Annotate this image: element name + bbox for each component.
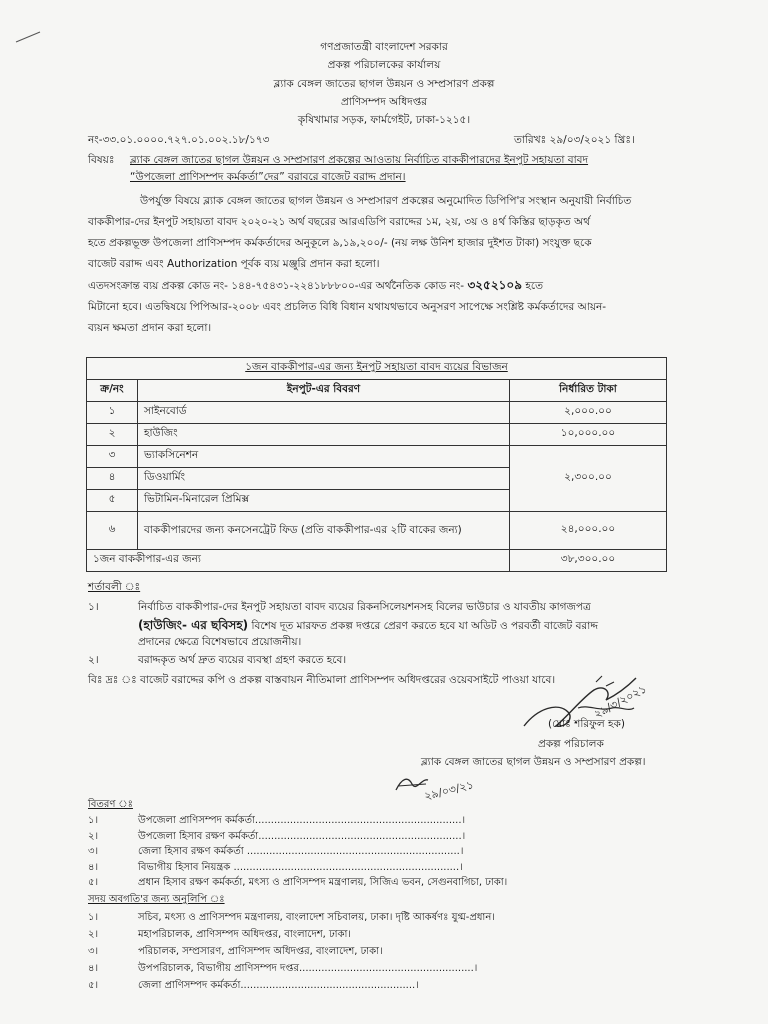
table-row (87, 402, 667, 424)
paragraph-1-line: বাককীপার-দের ইনপুট সহায়তা বাবদ ২০২০-২১ অর্থ বছরের আরএডিপি বরাদ্দের ১ম, ২য়, ৩য় ও ৪র্থ কিস্তির ছাড়কৃত অর্থ (88, 216, 591, 228)
item-text: জেলা হিসাব রক্ষণ কর্মকর্তা ...................................................................। (138, 846, 464, 857)
note-label: বিঃ দ্রঃ ঃ (88, 674, 137, 686)
item-text: উপজেলা প্রাণিসম্পদ কর্মকর্তা.................................................................। (138, 815, 466, 826)
total-label: ১জন বাককীপার-এর জন্য (87, 550, 510, 572)
item-number: ১। (88, 912, 99, 923)
subject-line-1: ব্ল্যাক বেঙ্গল জাতের ছাগল উন্নয়ন ও সম্প্রসারণ প্রকল্পের আওতায় নির্বাচিত বাককীপারদের ইনপুট সহায়তা বাবদ (130, 154, 589, 166)
paragraph-2-line: মিটানো হবে। এতদ্বিষয়ে পিপিআর-২০০৮ এবং প্রচলিত বিধি বিধান যথাযথভাবে অনুসরণ সাপেক্ষে সংশ্লিষ্ট কর্মকর্তাদের আয়ন- (88, 301, 607, 313)
header-department: প্রাণিসম্পদ অধিদপ্তর (340, 96, 428, 108)
item-number: ১। (88, 815, 99, 826)
row-amount-merged: ২,৩০০.০০ (510, 446, 667, 512)
note-text: বাজেট বরাদ্দের কপি ও প্রকল্প বাস্তবায়ন নীতিমালা প্রাণিসম্পদ অধিদপ্তরের ওয়েবসাইটে পাওয়া যাবে। (140, 674, 556, 686)
table-total-row (87, 550, 667, 572)
condition-1-line-2 (138, 617, 598, 637)
condition-1-line-3: প্রদানের ক্ষেত্রে বিশেষভাবে প্রয়োজনীয়। (138, 636, 302, 648)
row-amount: ২,০০০.০০ (510, 402, 667, 424)
distribution-title: বিতরণ ঃ (88, 799, 133, 810)
row-desc: বাককীপারদের জন্য কনসেনট্রেট ফিড (প্রতি বাককীপার-এর ২টি বাকের জন্য) (138, 512, 510, 550)
col-serial-header: ক্র/নং (87, 380, 138, 402)
col-amount-header: নির্ধারিত টাকা (510, 380, 667, 402)
row-desc: ভিটামিন-মিনারেল প্রিমিক্স (138, 490, 510, 512)
header-project: ব্ল্যাক বেঙ্গল জাতের ছাগল উন্নয়ন ও সম্প্রসারণ প্রকল্প (273, 78, 495, 90)
conditions-title: শর্তাবলী ঃ (88, 581, 141, 593)
table-row (87, 512, 667, 550)
subject-line-2: “উপজেলা প্রাণিসম্পদ কর্মকর্তা”দের” বরাবরে বাজেট বরাদ্দ প্রদান। (130, 171, 406, 183)
item-number: ৫। (88, 980, 99, 991)
condition-1-line-1: নির্বাচিত বাককীপার-দের ইনপুট সহায়তা বাবদ ব্যয়ের রিকনসিলেয়শনসহ বিলের ভাউচার ও যাবতীয় কাগজপত্র (138, 601, 591, 613)
allocation-table (86, 357, 667, 572)
row-serial: ৫ (87, 490, 138, 512)
row-serial: ২ (87, 424, 138, 446)
condition-1-bold: (হাউজিং- এর ছবিসহ) (138, 618, 249, 632)
memo-number: নং-৩৩.০১.০০০০.৭২৭.০১.০০২.১৮/১৭৩ (88, 134, 270, 146)
item-text: উপজেলা হিসাব রক্ষণ কর্মকর্তা................................................................। (138, 830, 466, 842)
economic-code: ৩২৫২১০৯ (467, 278, 523, 292)
stamp-date: ২৯/০৩/২১ (422, 778, 475, 803)
row-amount: ২৪,০০০.০০ (510, 512, 667, 550)
row-serial: ৩ (87, 446, 138, 468)
subject-label: বিষয়ঃ (88, 154, 115, 166)
condition-2-text: বরাদ্দকৃত অর্থ দ্রুত ব্যয়ের ব্যবস্থা গ্রহণ করতে হবে। (138, 654, 347, 666)
col-desc-header: ইনপুট-এর বিবরণ (138, 380, 510, 402)
item-number: ৪। (88, 963, 99, 974)
item-number: ৫। (88, 877, 99, 888)
row-desc: সাইনবোর্ড (138, 402, 510, 424)
paragraph-2-line (88, 275, 698, 297)
paragraph-1-line: হতে প্রকল্পভূক্ত উপজেলা প্রাণিসম্পদ কর্মকর্তাদের অনুকূলে ৯,১৯,২০০/- (নয় লক্ষ উনিশ হাজার দুইশত টাকা) সংযুক্ত ছকে (88, 237, 592, 249)
signatory-project: ব্ল্যাক বেঙ্গল জাতের ছাগল উন্নয়ন ও সম্প্রসারণ প্রকল্প। (421, 756, 646, 768)
memo-date: তারিখঃ ২৯/০৩/২০২১ খ্রিঃ। (514, 134, 635, 146)
paragraph-1 (88, 191, 698, 275)
item-number: ৩। (88, 946, 99, 957)
copies-title: সদয় অবগতি'র জন্য অনুলিপি ঃ (88, 894, 225, 905)
condition-1-number: ১। (88, 601, 99, 613)
paragraph-2 (88, 275, 698, 339)
item-text: উপপরিচালক, বিভাগীয় প্রাণিসম্পদ দপ্তর.......................................................। (138, 963, 478, 974)
item-number: ৪। (88, 861, 99, 873)
paragraph-2-post: হতে (525, 280, 543, 292)
condition-2-number: ২। (88, 654, 99, 666)
row-desc: হাউজিং (138, 424, 510, 446)
item-text: মহাপরিচালক, প্রাণিসম্পদ অধিদপ্তর, বাংলাদেশ, ঢাকা। (138, 929, 352, 940)
table-row (87, 446, 667, 468)
item-text: জেলা প্রাণিসম্পদ কর্মকর্তা.......................................................। (138, 980, 419, 991)
row-serial: ১ (87, 402, 138, 424)
total-amount: ৩৮,৩০০.০০ (510, 550, 667, 572)
signatory-name: (মোঃ শরিফুল হক) (548, 718, 625, 730)
item-number: ২। (88, 830, 99, 842)
header-government: গণপ্রজাতন্ত্রী বাংলাদেশ সরকার (320, 41, 448, 53)
table-row (87, 424, 667, 446)
paragraph-1-line: বাজেট বরাদ্দ এবং Authorization পূর্বক ব্যয় মঞ্জুরি প্রদান করা হলো। (88, 258, 380, 270)
header-office: প্রকল্প পরিচালকের কার্যালয় (327, 59, 441, 71)
paragraph-2-line: ব্যয়ন ক্ষমতা প্রদান করা হলো। (88, 322, 212, 334)
row-desc: ভ্যাকসিনেশন (138, 446, 510, 468)
condition-1-rest: বিশেষ দূত মারফত প্রকল্প দপ্তরে প্রেরণ করতে হবে যা অডিট ও পরবর্তী বাজেট বরাদ্দ (251, 620, 599, 632)
row-amount: ১০,০০০.০০ (510, 424, 667, 446)
paragraph-2-pre: এতদসংক্রান্ত ব্যয় প্রকল্প কোড নং- ১৪৪-৭৫৪৩১-২২৪১৮৮৮০০-এর অর্থনৈতিক কোড নং- (88, 280, 465, 292)
row-serial: ৬ (87, 512, 138, 550)
item-text: বিভাগীয় হিসাব নিয়ন্ত্রক .......................................................................। (138, 861, 463, 873)
row-desc: ডিওয়ার্মিং (138, 468, 510, 490)
signatory-designation: প্রকল্প পরিচালক (538, 738, 604, 750)
item-text: সচিব, মৎস্য ও প্রাণিসম্পদ মন্ত্রণালয়, বাংলাদেশ সচিবালয়, ঢাকা। দৃষ্টি আকর্ষণঃ যুগ্ম-প্রধান। (138, 912, 495, 923)
paragraph-1-line: উপর্যুক্ত বিষয়ে ব্ল্যাক বেঙ্গল জাতের ছাগল উন্নয়ন ও সম্প্রসারণ প্রকল্পের অনুমোদিত ডিপিপি'র সংস্থান অনুযায়ী নির্বাচিত (140, 195, 632, 207)
row-serial: ৪ (87, 468, 138, 490)
item-number: ২। (88, 929, 99, 940)
item-number: ৩। (88, 846, 99, 857)
handwritten-date: ২৯/৩/২০২১ (591, 682, 649, 721)
item-text: প্রধান হিসাব রক্ষণ কর্মকর্তা, মৎস্য ও প্রাণিসম্পদ মন্ত্রণালয়, সিজিএ ভবন, সেগুনবাগিচা, ঢাকা। (138, 877, 508, 888)
header-address: কৃষিখামার সড়ক, ফার্মগেইট, ঢাকা-১২১৫। (297, 114, 471, 126)
item-text: পরিচালক, সম্প্রসারণ, প্রাণিসম্পদ অধিদপ্তর, বাংলাদেশ, ঢাকা। (138, 946, 383, 957)
table-caption: ১জন বাককীপার-এর জন্য ইনপুট সহায়তা বাবদ ব্যয়ের বিভাজন (87, 358, 667, 380)
